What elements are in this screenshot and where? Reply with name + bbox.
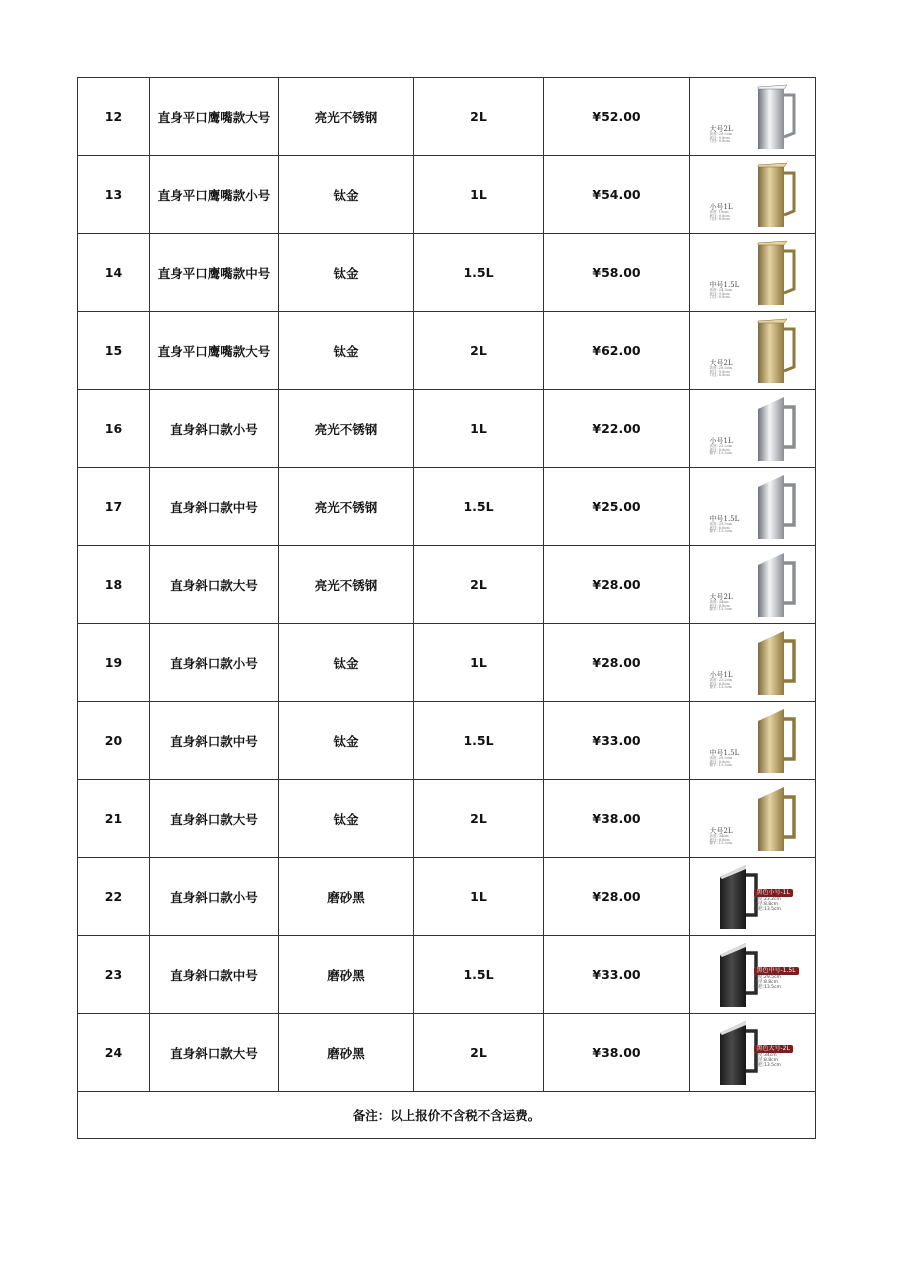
row-number: 22 — [78, 858, 150, 936]
pitcher-photo — [698, 1018, 808, 1088]
caption-title: 中号1.5L — [709, 515, 740, 523]
row-number: 24 — [78, 1014, 150, 1092]
table-row — [78, 312, 816, 390]
spec-line: 高度: 29.5cm — [709, 132, 732, 136]
product-name: 直身平口鹰嘴款小号 — [150, 156, 279, 234]
pitcher-photo — [698, 940, 808, 1010]
spec-line: 底径: 9.8cm — [709, 135, 730, 140]
spec-line: 握手: 13.5cm — [709, 529, 732, 533]
spec-line: 底径: 8.8cm — [709, 525, 730, 530]
product-name: 直身斜口款大号 — [150, 780, 279, 858]
spec-line: 握手: 13.5cm — [709, 685, 732, 689]
material: 钛金 — [279, 156, 414, 234]
pitcher-icon — [754, 629, 798, 697]
spec-line: 底径: 8.8cm — [709, 837, 730, 842]
image-caption — [710, 593, 733, 612]
unit-price: ¥25.00 — [544, 468, 690, 546]
spec-line: 底径: 8.8cm — [709, 447, 730, 452]
image-caption — [710, 359, 733, 378]
material: 亮光不锈钢 — [279, 546, 414, 624]
capacity: 1L — [414, 858, 544, 936]
row-number: 21 — [78, 780, 150, 858]
row-number: 18 — [78, 546, 150, 624]
material: 钛金 — [279, 780, 414, 858]
unit-price: ¥28.00 — [544, 858, 690, 936]
image-caption — [710, 281, 740, 300]
product-name: 直身斜口款中号 — [150, 468, 279, 546]
row-number: 20 — [78, 702, 150, 780]
row-number: 12 — [78, 78, 150, 156]
row-number: 13 — [78, 156, 150, 234]
pitcher-photo — [698, 784, 808, 854]
capacity: 1.5L — [414, 468, 544, 546]
pitcher-icon — [754, 317, 798, 385]
caption-title: 中号1.5L — [709, 281, 740, 289]
image-caption — [710, 827, 733, 846]
product-image — [690, 780, 816, 858]
table-row — [78, 468, 816, 546]
caption-title: 小号1L — [709, 671, 733, 679]
product-image — [690, 78, 816, 156]
material: 磨砂黑 — [279, 936, 414, 1014]
product-image — [690, 702, 816, 780]
unit-price: ¥28.00 — [544, 546, 690, 624]
image-caption — [754, 888, 793, 912]
material: 钛金 — [279, 702, 414, 780]
table-row — [78, 624, 816, 702]
spec-line: 握手: 13.5cm — [709, 763, 732, 767]
table-row — [78, 702, 816, 780]
image-caption — [710, 437, 733, 456]
spec-line: 口径: 8.8cm — [709, 217, 730, 221]
spec-line: 底径: 8.8cm — [709, 759, 730, 764]
pitcher-photo — [698, 550, 808, 620]
product-name: 直身斜口款小号 — [150, 624, 279, 702]
spec-line: 握把:13.5cm — [753, 906, 781, 912]
material: 亮光不锈钢 — [279, 468, 414, 546]
caption-title: 大号2L — [709, 593, 733, 601]
pitcher-icon — [754, 707, 798, 775]
unit-price: ¥33.00 — [544, 702, 690, 780]
table-row — [78, 858, 816, 936]
capacity: 2L — [414, 546, 544, 624]
row-number: 15 — [78, 312, 150, 390]
capacity: 1.5L — [414, 936, 544, 1014]
spec-line: 底径: 9.8cm — [709, 213, 730, 218]
spec-line: 高度:34cm — [753, 1052, 777, 1058]
spec-line: 握手: 13.5cm — [709, 607, 732, 611]
product-name: 直身平口鹰嘴款大号 — [150, 78, 279, 156]
row-number: 23 — [78, 936, 150, 1014]
image-caption — [710, 203, 733, 222]
spec-line: 高度: 29.5cm — [709, 366, 732, 370]
unit-price: ¥62.00 — [544, 312, 690, 390]
remarks-note: 备注：以上报价不含税不含运费。 — [78, 1092, 816, 1139]
spec-line: 底径: 8.8cm — [709, 603, 730, 608]
product-image — [690, 546, 816, 624]
row-number: 19 — [78, 624, 150, 702]
capacity: 2L — [414, 780, 544, 858]
product-image — [690, 390, 816, 468]
material: 钛金 — [279, 234, 414, 312]
unit-price: ¥28.00 — [544, 624, 690, 702]
caption-title: 黑色中号-1.5L — [754, 967, 799, 975]
unit-price: ¥52.00 — [544, 78, 690, 156]
product-image — [690, 936, 816, 1014]
product-name: 直身斜口款小号 — [150, 858, 279, 936]
product-name: 直身斜口款中号 — [150, 702, 279, 780]
material: 钛金 — [279, 624, 414, 702]
image-caption — [710, 125, 733, 144]
spec-line: 底径:8.8cm — [753, 901, 779, 907]
spec-line: 口径: 8.8cm — [709, 373, 730, 377]
capacity: 1.5L — [414, 702, 544, 780]
pitcher-icon — [754, 551, 798, 619]
pitcher-photo — [698, 472, 808, 542]
product-name: 直身平口鹰嘴款大号 — [150, 312, 279, 390]
spec-line: 高度: 34cm — [709, 834, 729, 838]
capacity: 1L — [414, 156, 544, 234]
spec-line: 高度: 23.2cm — [709, 678, 732, 682]
product-name: 直身平口鹰嘴款中号 — [150, 234, 279, 312]
spec-line: 底径: 9.8cm — [709, 369, 730, 374]
image-caption — [754, 966, 799, 990]
pitcher-icon — [754, 395, 798, 463]
row-number: 17 — [78, 468, 150, 546]
spec-line: 高度:29.5cm — [753, 974, 781, 980]
product-name: 直身斜口款小号 — [150, 390, 279, 468]
spec-line: 高度: 24.3cm — [709, 288, 732, 292]
caption-title: 中号1.5L — [709, 749, 740, 757]
product-image — [690, 1014, 816, 1092]
product-image — [690, 312, 816, 390]
image-caption — [754, 1044, 793, 1068]
caption-title: 大号2L — [709, 827, 733, 835]
table-row — [78, 1014, 816, 1092]
capacity: 2L — [414, 312, 544, 390]
row-number: 16 — [78, 390, 150, 468]
price-table — [77, 77, 816, 1139]
table-row — [78, 156, 816, 234]
table-row — [78, 780, 816, 858]
spec-line: 口径: 8.8cm — [709, 295, 730, 299]
material: 亮光不锈钢 — [279, 78, 414, 156]
product-image — [690, 858, 816, 936]
table-row — [78, 78, 816, 156]
spec-line: 底径: 9.8cm — [709, 291, 730, 296]
image-caption — [710, 749, 740, 768]
caption-title: 小号1L — [709, 203, 733, 211]
price-table-body — [78, 78, 816, 1092]
spec-line: 高度: 29.5cm — [709, 756, 732, 760]
product-image — [690, 234, 816, 312]
capacity: 1L — [414, 390, 544, 468]
product-image — [690, 624, 816, 702]
material: 亮光不锈钢 — [279, 390, 414, 468]
pitcher-photo — [698, 862, 808, 932]
pitcher-icon — [754, 83, 798, 151]
unit-price: ¥22.00 — [544, 390, 690, 468]
table-row — [78, 546, 816, 624]
pitcher-photo — [698, 706, 808, 776]
pitcher-photo — [698, 316, 808, 386]
spec-line: 高度: 34cm — [709, 600, 729, 604]
table-row — [78, 390, 816, 468]
pitcher-icon — [754, 473, 798, 541]
capacity: 1.5L — [414, 234, 544, 312]
spec-line: 握手: 13.5cm — [709, 451, 732, 455]
pitcher-icon — [754, 785, 798, 853]
capacity: 2L — [414, 1014, 544, 1092]
pitcher-photo — [698, 394, 808, 464]
caption-title: 小号1L — [709, 437, 733, 445]
capacity: 2L — [414, 78, 544, 156]
spec-line: 握把:13.5cm — [753, 1062, 781, 1068]
capacity: 1L — [414, 624, 544, 702]
pitcher-photo — [698, 82, 808, 152]
table-row — [78, 936, 816, 1014]
spec-line: 握把:13.5cm — [753, 984, 781, 990]
product-name: 直身斜口款大号 — [150, 546, 279, 624]
spec-line: 握手: 13.5cm — [709, 841, 732, 845]
unit-price: ¥58.00 — [544, 234, 690, 312]
product-name: 直身斜口款中号 — [150, 936, 279, 1014]
pitcher-photo — [698, 628, 808, 698]
spec-line: 口径: 8.8cm — [709, 139, 730, 143]
material: 钛金 — [279, 312, 414, 390]
spec-line: 底径: 8.8cm — [709, 681, 730, 686]
image-caption — [710, 515, 740, 534]
image-caption — [710, 671, 733, 690]
unit-price: ¥38.00 — [544, 780, 690, 858]
unit-price: ¥38.00 — [544, 1014, 690, 1092]
product-image — [690, 468, 816, 546]
spec-line: 底径:8.8cm — [753, 979, 779, 985]
product-name: 直身斜口款大号 — [150, 1014, 279, 1092]
spec-line: 高度: 23.2cm — [709, 444, 732, 448]
caption-title: 黑色大号-2L — [754, 1045, 793, 1053]
unit-price: ¥54.00 — [544, 156, 690, 234]
caption-title: 大号2L — [709, 125, 733, 133]
pitcher-photo — [698, 238, 808, 308]
pitcher-icon — [754, 239, 798, 307]
material: 磨砂黑 — [279, 858, 414, 936]
caption-title: 黑色小号-1L — [754, 889, 793, 897]
pitcher-photo — [698, 160, 808, 230]
spec-line: 高度:23.2cm — [753, 896, 781, 902]
caption-title: 大号2L — [709, 359, 733, 367]
table-row — [78, 234, 816, 312]
spec-line: 高度: 19cm — [709, 210, 729, 214]
spec-line: 高度: 29.5cm — [709, 522, 732, 526]
material: 磨砂黑 — [279, 1014, 414, 1092]
product-image — [690, 156, 816, 234]
row-number: 14 — [78, 234, 150, 312]
pitcher-icon — [754, 161, 798, 229]
spec-line: 底径:8.8cm — [753, 1057, 779, 1063]
unit-price: ¥33.00 — [544, 936, 690, 1014]
